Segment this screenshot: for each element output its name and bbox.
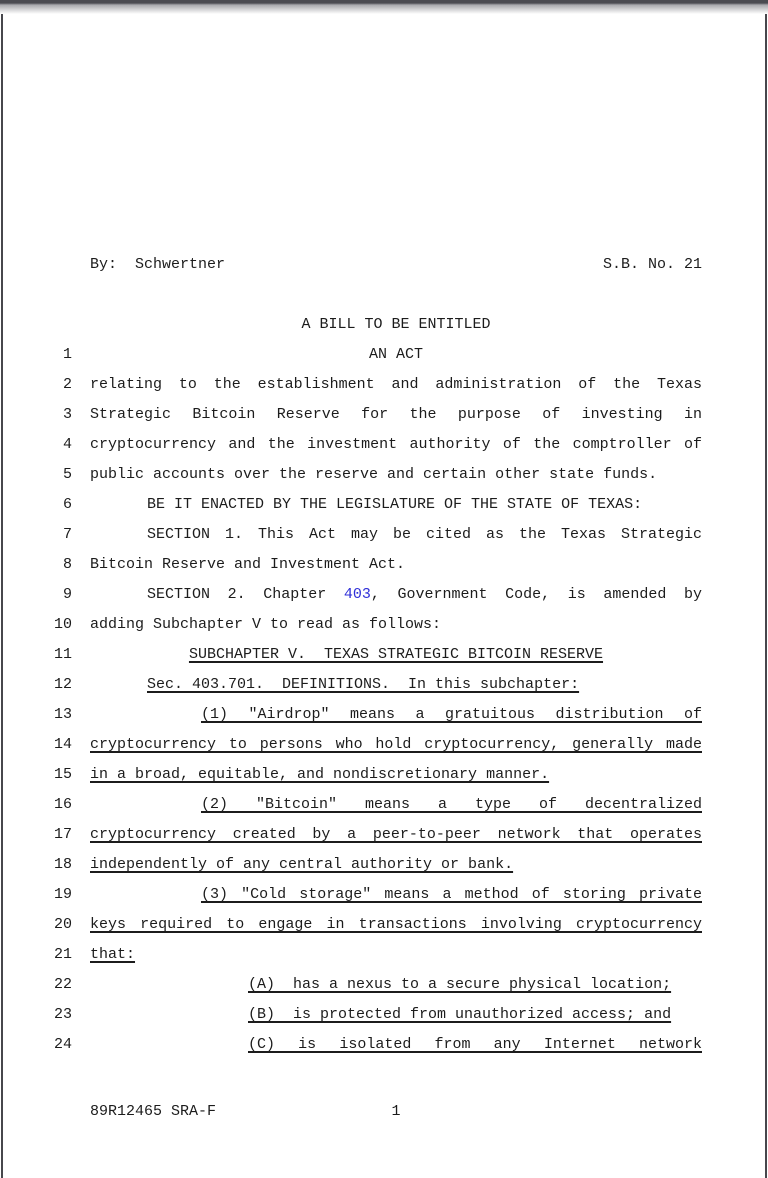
line-text: SECTION 1. This Act may be cited as the Texas Strategic xyxy=(147,526,702,543)
line-10 xyxy=(0,610,768,640)
line-text xyxy=(90,580,702,610)
line-15 xyxy=(0,760,768,790)
line-8 xyxy=(0,550,768,580)
line-number: 18 xyxy=(53,856,72,873)
line-text: cryptocurrency and the investment authority of the comptroller of xyxy=(90,436,702,453)
line-text: (C) is isolated from any Internet network xyxy=(248,1036,702,1053)
line-text: Sec. 403.701. DEFINITIONS. In this subchapter: xyxy=(147,676,580,693)
line-7 xyxy=(0,520,768,550)
author-line: By: Schwertner xyxy=(90,256,226,273)
line-number: 5 xyxy=(62,466,72,483)
line-3 xyxy=(0,400,768,430)
line-number: 22 xyxy=(53,976,72,993)
line-16 xyxy=(0,790,768,820)
line-text: keys required to engage in transactions involving cryptocurrency xyxy=(90,916,702,933)
line-text: cryptocurrency created by a peer-to-peer network that operates xyxy=(90,826,702,843)
lines xyxy=(0,340,768,1060)
bill-number: S.B. No. 21 xyxy=(602,256,702,273)
line-text: in a broad, equitable, and nondiscretionary manner. xyxy=(90,766,550,783)
line-text: adding Subchapter V to read as follows: xyxy=(90,616,442,633)
line-text: relating to the establishment and administration of the Texas xyxy=(90,376,702,393)
line-number: 23 xyxy=(53,1006,72,1023)
line-number: 8 xyxy=(62,556,72,573)
page-left-edge xyxy=(1,0,3,1178)
line-number: 6 xyxy=(62,496,72,513)
line-13 xyxy=(0,700,768,730)
line-number: 14 xyxy=(53,736,72,753)
bill-footer xyxy=(0,1097,768,1127)
line-6 xyxy=(0,490,768,520)
line-14 xyxy=(0,730,768,760)
line-number: 17 xyxy=(53,826,72,843)
line-4 xyxy=(0,430,768,460)
line-number: 9 xyxy=(62,586,72,603)
line-text: that: xyxy=(90,946,136,963)
line-number: 19 xyxy=(53,886,72,903)
line-number: 12 xyxy=(53,676,72,693)
line-text: (2) "Bitcoin" means a type of decentralized xyxy=(201,796,702,813)
line-text: AN ACT xyxy=(368,346,423,363)
page-right-edge xyxy=(765,0,767,1178)
bill-header xyxy=(0,250,768,280)
line-20 xyxy=(0,910,768,940)
bill-caption: A BILL TO BE ENTITLED xyxy=(301,316,491,333)
page-top-edge xyxy=(0,0,768,14)
line-24 xyxy=(0,1030,768,1060)
line-number: 7 xyxy=(62,526,72,543)
line-number: 2 xyxy=(62,376,72,393)
line-text: BE IT ENACTED BY THE LEGISLATURE OF THE STATE OF TEXAS: xyxy=(147,496,643,513)
line-text: Bitcoin Reserve and Investment Act. xyxy=(90,556,406,573)
line-text: (B) is protected from unauthorized access; and xyxy=(248,1006,672,1023)
line-17 xyxy=(0,820,768,850)
line-21 xyxy=(0,940,768,970)
line-text: independently of any central authority or bank. xyxy=(90,856,514,873)
line-text: cryptocurrency to persons who hold cryptocurrency, generally made xyxy=(90,736,702,753)
line-number: 13 xyxy=(53,706,72,723)
line-text-segment: , Government Code, is amended by xyxy=(370,586,703,603)
line-11 xyxy=(0,640,768,670)
line-number: 24 xyxy=(53,1036,72,1053)
line-number: 20 xyxy=(53,916,72,933)
line-number: 16 xyxy=(53,796,72,813)
line-1 xyxy=(0,340,768,370)
line-23 xyxy=(0,1000,768,1030)
line-text: (3) "Cold storage" means a method of storing private xyxy=(201,886,702,903)
line-text: (1) "Airdrop" means a gratuitous distribution of xyxy=(201,706,702,723)
line-number: 11 xyxy=(53,646,72,663)
bill-caption-row xyxy=(0,310,768,340)
line-text: SUBCHAPTER V. TEXAS STRATEGIC BITCOIN RESERVE xyxy=(188,646,604,663)
line-18 xyxy=(0,850,768,880)
line-number: 21 xyxy=(53,946,72,963)
chapter-403-link[interactable]: 403 xyxy=(343,586,371,603)
line-9 xyxy=(0,580,768,610)
line-number: 10 xyxy=(53,616,72,633)
line-22 xyxy=(0,970,768,1000)
line-number: 15 xyxy=(53,766,72,783)
line-number: 1 xyxy=(62,346,72,363)
line-19 xyxy=(0,880,768,910)
line-number: 3 xyxy=(62,406,72,423)
line-number: 4 xyxy=(62,436,72,453)
line-text-segment: SECTION 2. Chapter xyxy=(147,586,344,603)
document-code: 89R12465 SRA-F xyxy=(90,1103,217,1120)
line-5 xyxy=(0,460,768,490)
page-number: 1 xyxy=(391,1103,401,1120)
line-text: Strategic Bitcoin Reserve for the purpose of investing in xyxy=(90,406,702,423)
line-2 xyxy=(0,370,768,400)
line-12 xyxy=(0,670,768,700)
line-text: public accounts over the reserve and certain other state funds. xyxy=(90,466,658,483)
line-text: (A) has a nexus to a secure physical location; xyxy=(248,976,672,993)
